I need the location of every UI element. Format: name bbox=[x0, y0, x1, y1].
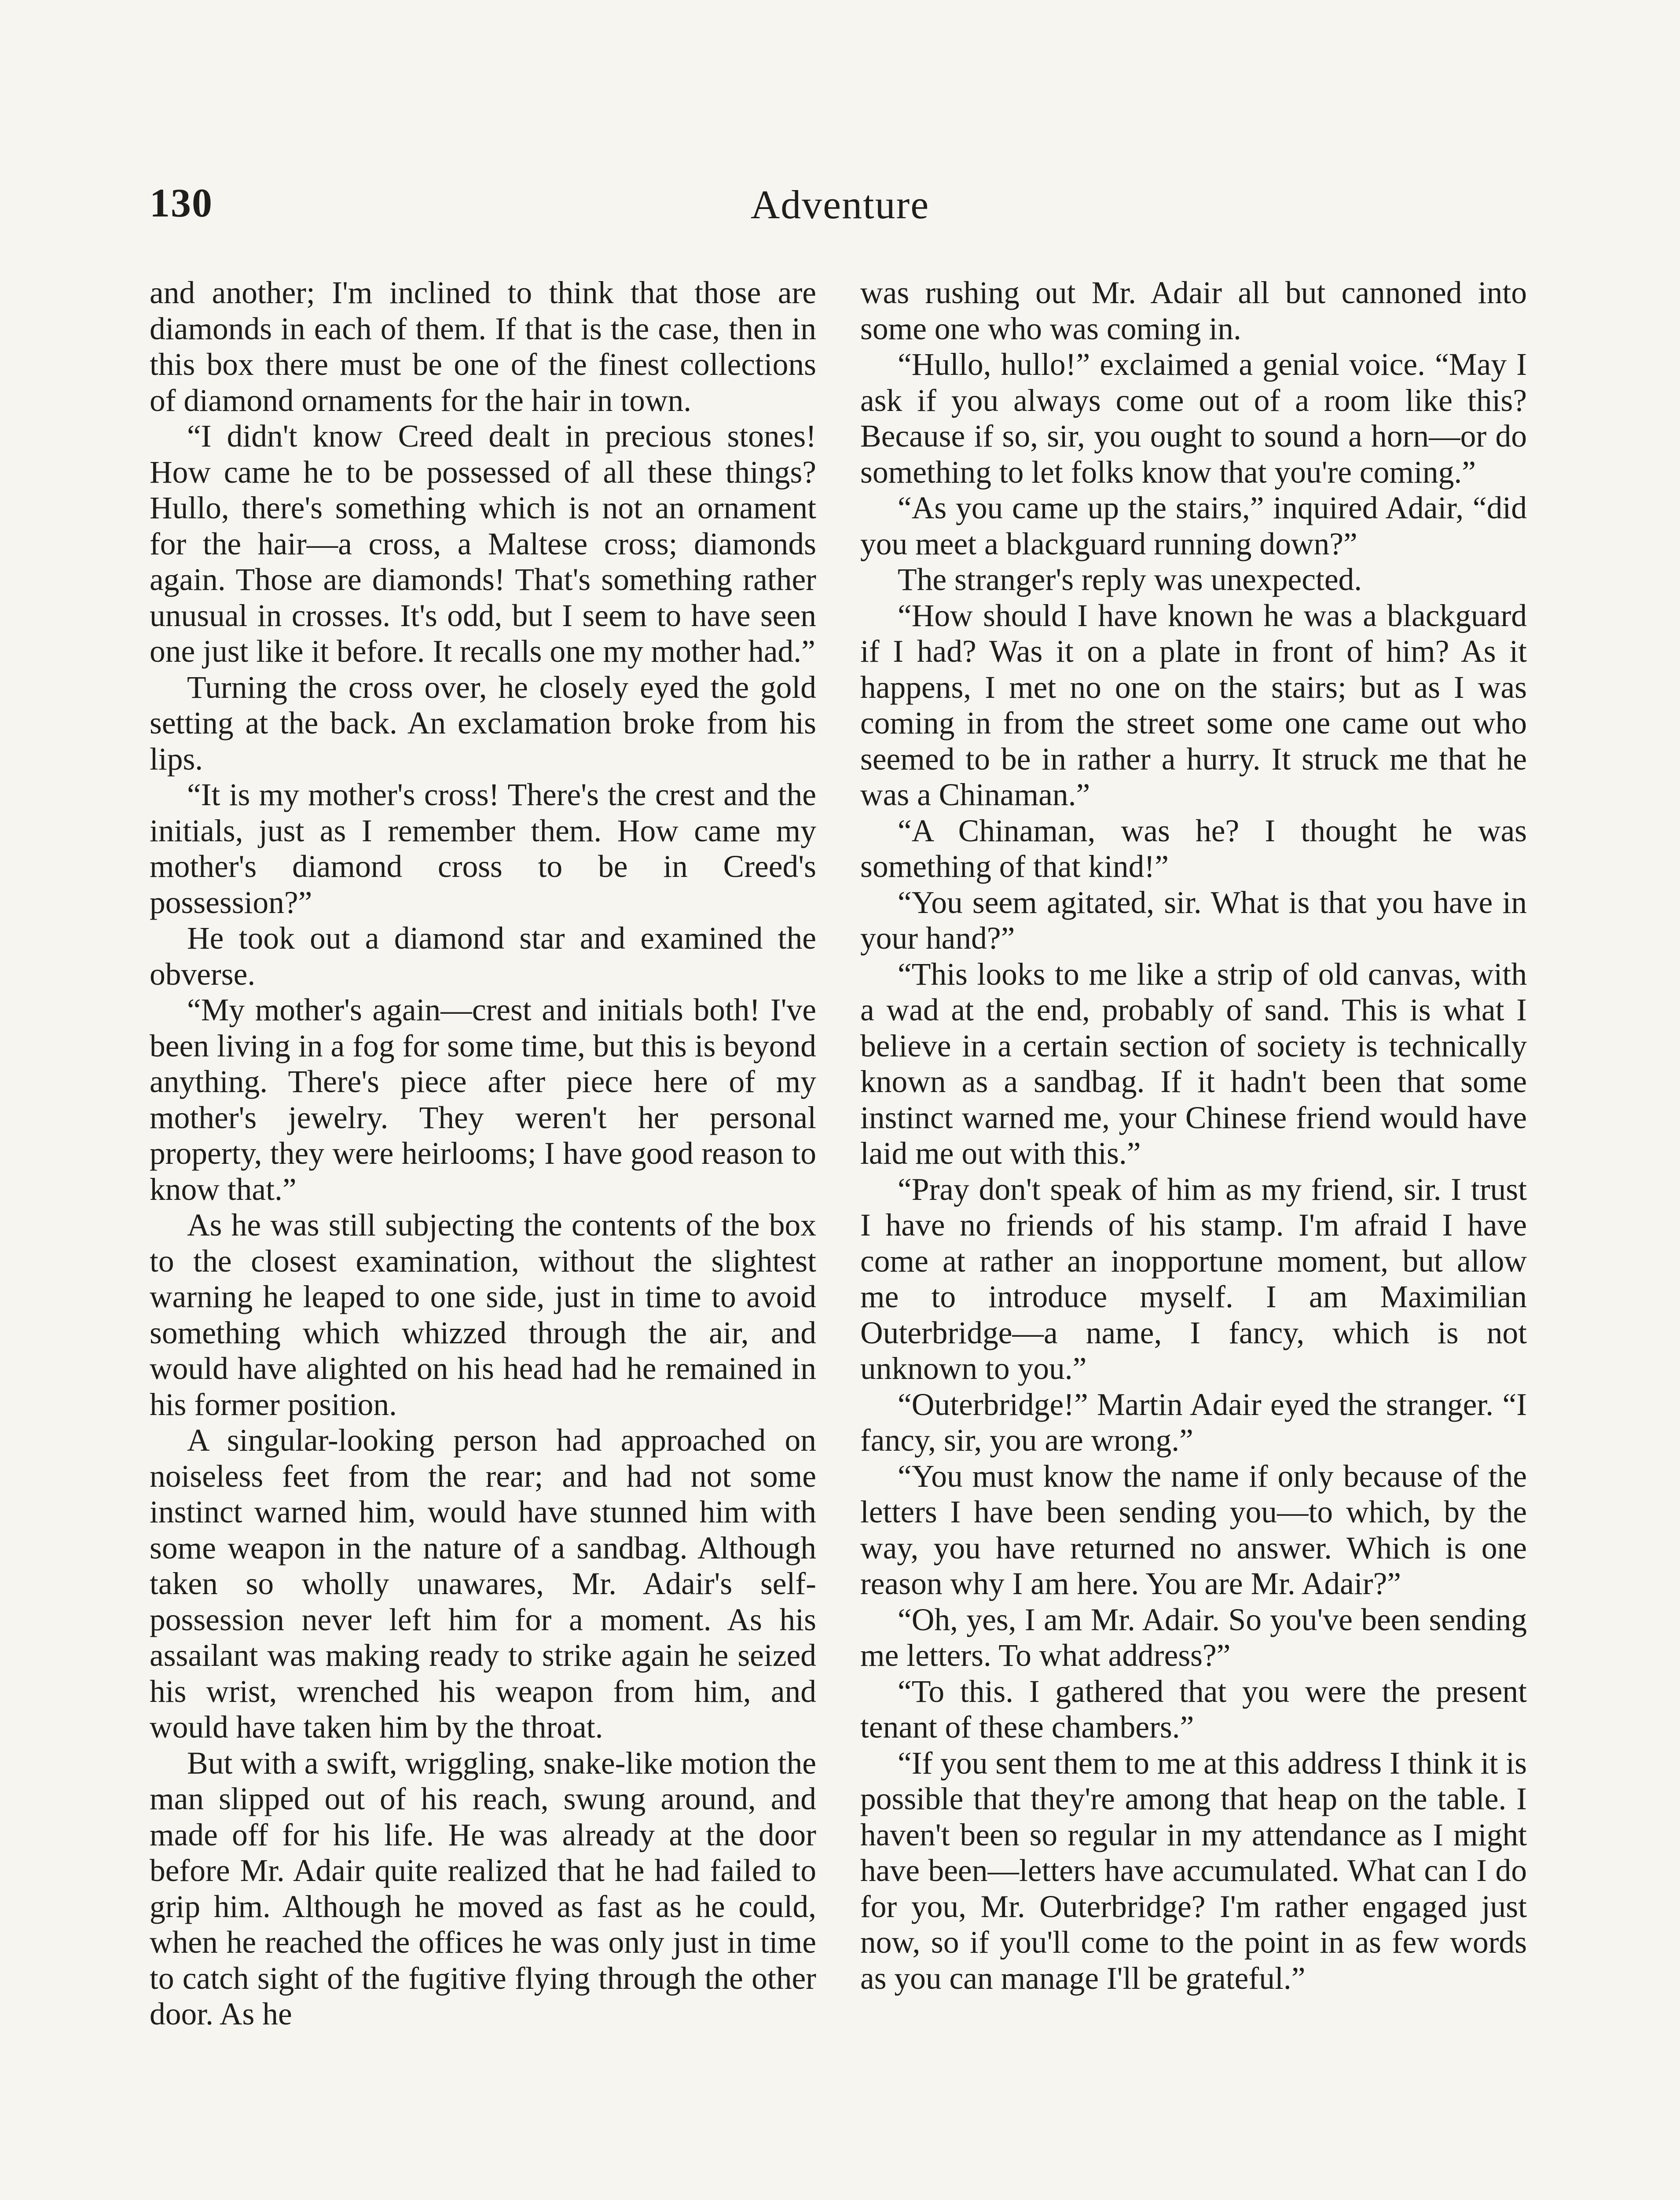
paragraph: But with a swift, wriggling, snake-like motion the man slipped out of his reach, swung around, and made off for his life. He was already at the door before Mr. Adair quite realized that he had failed to grip him. Although he moved as fast as he could, when he reached the offices he was only just in time to catch sight of the fugitive flying through the other door. As he bbox=[150, 1745, 816, 2031]
running-head: Adventure bbox=[750, 182, 930, 227]
paragraph: The stranger's reply was unexpected. bbox=[898, 562, 1362, 597]
right-column bbox=[860, 275, 1527, 1996]
paragraph: “It is my mother's cross! There's the crest and the initials, just as I remember them. How came my mother's diamond cross to be in Creed's possession?” bbox=[150, 777, 816, 920]
paragraph: “Hullo, hullo!” exclaimed a genial voice. “May I ask if you always come out of a room like this? Because if so, sir, you ought to sound a horn—or do something to let folks know that you're coming.” bbox=[860, 347, 1527, 490]
paragraph: “How should I have known he was a blackguard if I had? Was it on a plate in front of him? As it happens, I met no one on the stairs; but as I was coming in from the street some one came out who seemed to be in rather a hurry. It struck me that he was a Chinaman.” bbox=[860, 598, 1527, 812]
paragraph: “To this. I gathered that you were the present tenant of these chambers.” bbox=[860, 1674, 1527, 1745]
paragraph: “Outerbridge!” Martin Adair eyed the stranger. “I fancy, sir, you are wrong.” bbox=[860, 1387, 1527, 1458]
paragraph: As he was still subjecting the contents of the box to the closest examination, without the slightest warning he leaped to one side, just in time to avoid something which whizzed through the air, and would have alighted on his head had he remained in his former position. bbox=[150, 1208, 816, 1422]
paragraph: “Pray don't speak of him as my friend, sir. I trust I have no friends of his stamp. I'm afraid I have come at rather an inopportune moment, but allow me to introduce myself. I am Maximilian Outerbridge—a name, I fancy, which is not unknown to you.” bbox=[860, 1172, 1527, 1386]
paragraph: Turning the cross over, he closely eyed the gold setting at the back. An exclamation broke from his lips. bbox=[150, 670, 816, 777]
paragraph: “My mother's again—crest and initials both! I've been living in a fog for some time, but this is beyond anything. There's piece after piece here of my mother's jewelry. They weren't her personal property, they were heirlooms; I have good reason to know that.” bbox=[150, 993, 816, 1207]
paragraph: was rushing out Mr. Adair all but cannoned into some one who was coming in. bbox=[860, 275, 1527, 346]
paragraph: “I didn't know Creed dealt in precious stones! How came he to be possessed of all these things? Hullo, there's something which is not an ornament for the hair—a cross, a Maltese cross; diamonds again. Those are diamonds! That's something rather unusual in crosses. It's odd, but I seem to have seen one just like it before. It recalls one my mother had.” bbox=[150, 419, 816, 669]
paragraph: “A Chinaman, was he? I thought he was something of that kind!” bbox=[860, 813, 1527, 884]
paragraph: “Oh, yes, I am Mr. Adair. So you've been sending me letters. To what address?” bbox=[860, 1602, 1527, 1673]
paragraph: “This looks to me like a strip of old canvas, with a wad at the end, probably of sand. This is what I believe in a certain section of society is technically known as a sandbag. If it hadn't been that some instinct warned me, your Chinese friend would have laid me out with this.” bbox=[860, 957, 1527, 1171]
paragraph: “As you came up the stairs,” inquired Adair, “did you meet a blackguard running down?” bbox=[860, 491, 1527, 561]
paragraph: A singular-looking person had approached on noiseless feet from the rear; and had not some instinct warned him, would have stunned him with some weapon in the nature of a sandbag. Although taken so wholly unawares, Mr. Adair's self-possession never left him for a moment. As his assailant was making ready to strike again he seized his wrist, wrenched his weapon from him, and would have taken him by the throat. bbox=[150, 1423, 816, 1745]
page-number: 130 bbox=[150, 180, 213, 225]
paragraph: He took out a diamond star and examined the obverse. bbox=[150, 921, 816, 992]
left-column bbox=[150, 275, 816, 2032]
paragraph: “You must know the name if only because of the letters I have been sending you—to which, by the way, you have returned no answer. Which is one reason why I am here. You are Mr. Adair?” bbox=[860, 1459, 1527, 1601]
paragraph: “You seem agitated, sir. What is that you have in your hand?” bbox=[860, 885, 1527, 956]
paragraph: and another; I'm inclined to think that those are diamonds in each of them. If that is the case, then in this box there must be one of the finest collections of diamond ornaments for the hair in town. bbox=[150, 275, 816, 418]
paragraph: “If you sent them to me at this address I think it is possible that they're among that heap on the table. I haven't been so regular in my attendance as I might have been—letters have accumulated. What can I do for you, Mr. Outerbridge? I'm rather engaged just now, so if you'll come to the point in as few words as you can manage I'll be grateful.” bbox=[860, 1745, 1527, 1996]
